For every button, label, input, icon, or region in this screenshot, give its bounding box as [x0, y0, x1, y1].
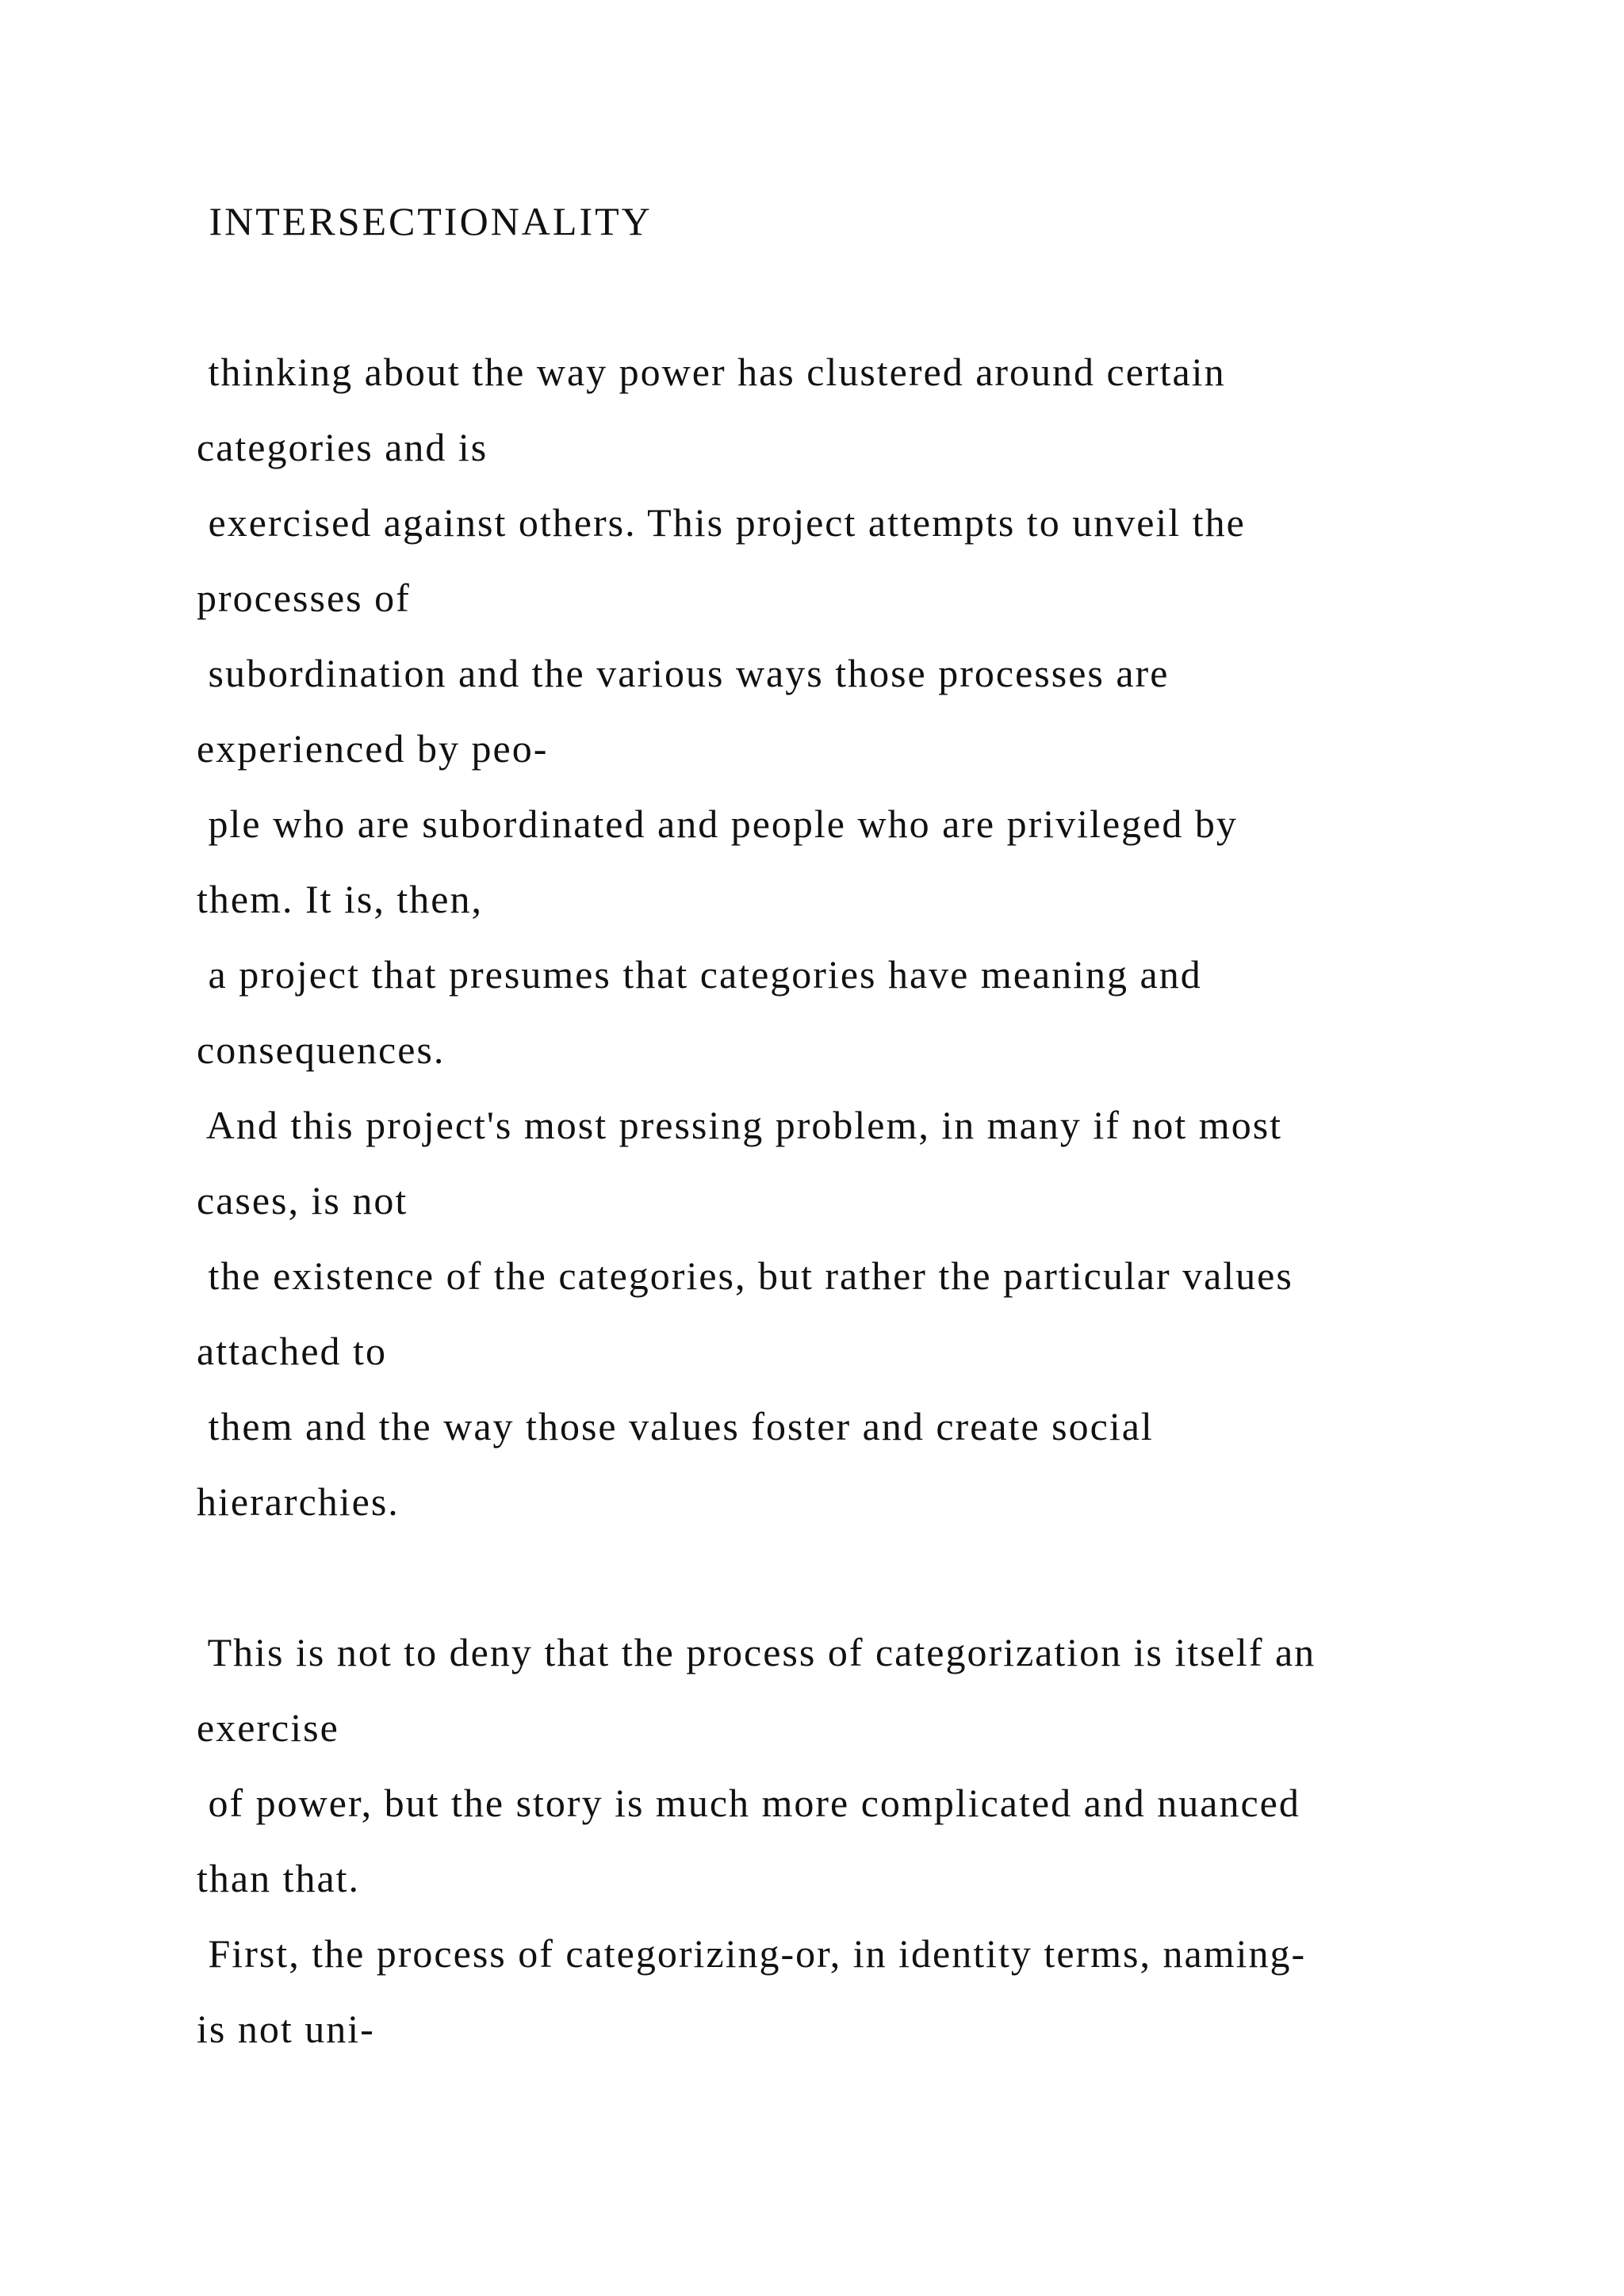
text-line: cases, is not: [197, 1178, 408, 1223]
text-line: them and the way those values foster and create social: [197, 1404, 1154, 1448]
text-line: is not uni-: [197, 2007, 375, 2051]
document-body: [197, 184, 1497, 2067]
blank-line: [197, 259, 1497, 335]
text-line: subordination and the various ways those processes are: [197, 651, 1170, 695]
blank-line: [197, 1540, 1497, 1615]
text-line: of power, but the story is much more complicated and nuanced: [197, 1781, 1300, 1825]
text-line: the existence of the categories, but rather the particular values: [197, 1253, 1293, 1298]
text-line: hierarchies.: [197, 1479, 400, 1524]
text-line: exercise: [197, 1705, 339, 1750]
text-line: than that.: [197, 1856, 361, 1900]
text-line: exercised against others. This project attempts to unveil the: [197, 500, 1246, 545]
text-line: ple who are subordinated and people who are privileged by: [197, 802, 1238, 846]
text-line: them. It is, then,: [197, 877, 483, 921]
paragraph-2: [197, 1615, 1497, 2067]
text-line: thinking about the way power has clustered around certain: [197, 350, 1226, 394]
text-line: This is not to deny that the process of categorization is itself an: [197, 1630, 1316, 1674]
text-line: And this project's most pressing problem, in many if not most: [197, 1103, 1283, 1147]
text-line: a project that presumes that categories have meaning and: [197, 952, 1202, 997]
text-line: processes of: [197, 576, 411, 620]
document-title: INTERSECTIONALITY: [197, 199, 653, 243]
text-line: attached to: [197, 1329, 387, 1373]
text-line: consequences.: [197, 1027, 446, 1072]
paragraph-1: [197, 335, 1497, 1540]
text-line: experienced by peo-: [197, 726, 549, 771]
text-line: First, the process of categorizing-or, in identity terms, naming-: [197, 1931, 1307, 1976]
text-line: categories and is: [197, 425, 488, 469]
